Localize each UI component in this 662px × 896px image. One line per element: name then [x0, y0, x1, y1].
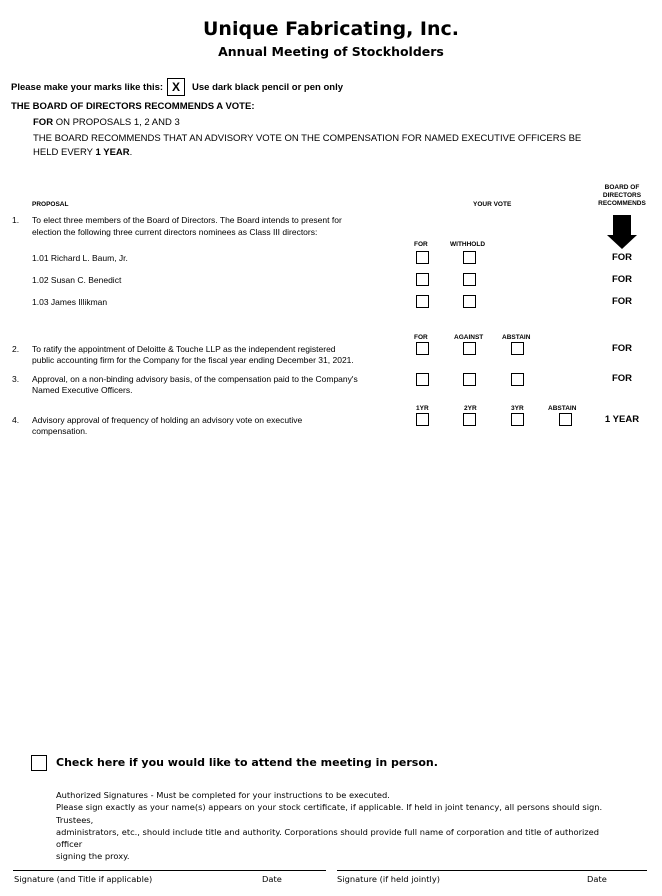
proposal-2-text-1: To ratify the appointment of Deloitte & Touche LLP as the independent registered [32, 344, 336, 354]
signature-instructions-line-3: administrators, etc., should include title and authority. Corporations should provide full name of corporation and title of authorized officer [56, 826, 600, 850]
down-arrow-icon [613, 215, 631, 235]
proposal-3-abstain-checkbox[interactable] [511, 373, 524, 386]
signature-instructions-line-2: Please sign exactly as your name(s) appears on your stock certificate, if applicable. If held in joint tenancy, all persons should sign. Trustees, [56, 802, 603, 825]
for-proposals-line [33, 117, 180, 128]
proposal-header: PROPOSAL [32, 201, 69, 208]
advisory-line-1: THE BOARD RECOMMENDS THAT AN ADVISORY VOTE ON THE COMPENSATION FOR NAMED EXECUTIVE OFFICERS BE [33, 133, 582, 144]
proposal-4-abstain-checkbox[interactable] [559, 413, 572, 426]
board-recommends-heading: THE BOARD OF DIRECTORS RECOMMENDS A VOTE: [11, 101, 255, 112]
proposal-2-against-checkbox[interactable] [463, 342, 476, 355]
proposal-1-text-2: election the following three current directors nominees as Class III directors: [32, 227, 318, 237]
nominee-2-recommendation: FOR [611, 274, 633, 285]
advisory-suffix: . [129, 147, 133, 158]
proposal-3-text-2: Named Executive Officers. [32, 385, 133, 395]
advisory-bold: 1 YEAR [95, 147, 130, 158]
nominee-2-withhold-checkbox[interactable] [463, 273, 476, 286]
proposal-4-number: 4. [12, 415, 20, 425]
proposal-1-text-1: To elect three members of the Board of Directors. The Board intends to present for [32, 215, 342, 225]
col-abstain-header-4: ABSTAIN [548, 405, 577, 412]
nominee-3-withhold-checkbox[interactable] [463, 295, 476, 308]
nominee-1-for-checkbox[interactable] [416, 251, 429, 264]
proposal-4-3yr-checkbox[interactable] [511, 413, 524, 426]
proposal-3-for-checkbox[interactable] [416, 373, 429, 386]
col-for-header-2: FOR [414, 334, 428, 341]
col-3yr-header: 3YR [511, 405, 524, 412]
nominee-3-recommendation: FOR [611, 296, 633, 307]
date-1-label: Date [262, 874, 282, 884]
proposal-1-number: 1. [12, 215, 20, 225]
marks-instruction: Please make your marks like this: [11, 82, 164, 93]
proposal-3-recommendation: FOR [611, 373, 633, 384]
nominee-3-label: 1.03 James Illikman [32, 297, 108, 307]
advisory-prefix: HELD EVERY [33, 147, 96, 158]
proposal-4-1yr-checkbox[interactable] [416, 413, 429, 426]
company-title: Unique Fabricating, Inc. [203, 18, 459, 40]
col-2yr-header: 2YR [464, 405, 477, 412]
proposal-2-abstain-checkbox[interactable] [511, 342, 524, 355]
col-1yr-header: 1YR [416, 405, 429, 412]
signature-2-line[interactable] [337, 870, 647, 871]
board-rec-header-2: DIRECTORS [602, 192, 642, 199]
proposal-4-text-2: compensation. [32, 426, 88, 436]
board-rec-header-3: RECOMMENDS [598, 200, 646, 207]
proposal-3-number: 3. [12, 374, 20, 384]
meeting-subtitle: Annual Meeting of Stockholders [218, 44, 444, 59]
signature-1-label: Signature (and Title if applicable) [14, 874, 153, 884]
proposal-4-2yr-checkbox[interactable] [463, 413, 476, 426]
your-vote-header: YOUR VOTE [473, 201, 512, 208]
nominee-2-for-checkbox[interactable] [416, 273, 429, 286]
proposal-2-for-checkbox[interactable] [416, 342, 429, 355]
nominee-2-label: 1.02 Susan C. Benedict [32, 275, 122, 285]
col-against-header: AGAINST [454, 334, 484, 341]
proposal-4-text-1: Advisory approval of frequency of holding an advisory vote on executive [32, 415, 303, 425]
proposal-3-against-checkbox[interactable] [463, 373, 476, 386]
signature-2-label: Signature (if held jointly) [337, 874, 440, 884]
col-abstain-header: ABSTAIN [502, 334, 531, 341]
proposal-2-text-2: public accounting firm for the Company for the fiscal year ending December 31, 2021. [32, 355, 354, 365]
signature-1-line[interactable] [13, 870, 326, 871]
nominee-1-recommendation: FOR [611, 252, 633, 263]
proposal-4-recommendation: 1 YEAR [604, 414, 640, 425]
signature-instructions-line-4: signing the proxy. [56, 851, 130, 862]
col-withhold-header: WITHHOLD [450, 241, 486, 248]
nominee-1-label: 1.01 Richard L. Baum, Jr. [32, 253, 128, 263]
for-rest: ON PROPOSALS 1, 2 AND 3 [53, 117, 180, 128]
mark-example-box: X [167, 78, 185, 96]
board-rec-header-1: BOARD OF [604, 184, 640, 191]
down-arrow-head-icon [607, 235, 637, 249]
nominee-1-withhold-checkbox[interactable] [463, 251, 476, 264]
nominee-3-for-checkbox[interactable] [416, 295, 429, 308]
col-for-header-1: FOR [414, 241, 428, 248]
for-bold: FOR [33, 117, 54, 128]
attend-meeting-checkbox[interactable] [31, 755, 47, 771]
proposal-2-number: 2. [12, 344, 20, 354]
proposal-3-text-1: Approval, on a non-binding advisory basis, of the compensation paid to the Company's [32, 374, 358, 384]
advisory-line-2 [33, 147, 132, 158]
attend-meeting-label: Check here if you would like to attend the meeting in person. [56, 756, 438, 769]
proposal-2-recommendation: FOR [611, 343, 633, 354]
date-2-label: Date [587, 874, 607, 884]
signature-instructions-line-1: Authorized Signatures - Must be completed for your instructions to be executed. [56, 790, 390, 800]
pen-instruction: Use dark black pencil or pen only [192, 82, 343, 93]
signature-instructions [56, 789, 616, 863]
